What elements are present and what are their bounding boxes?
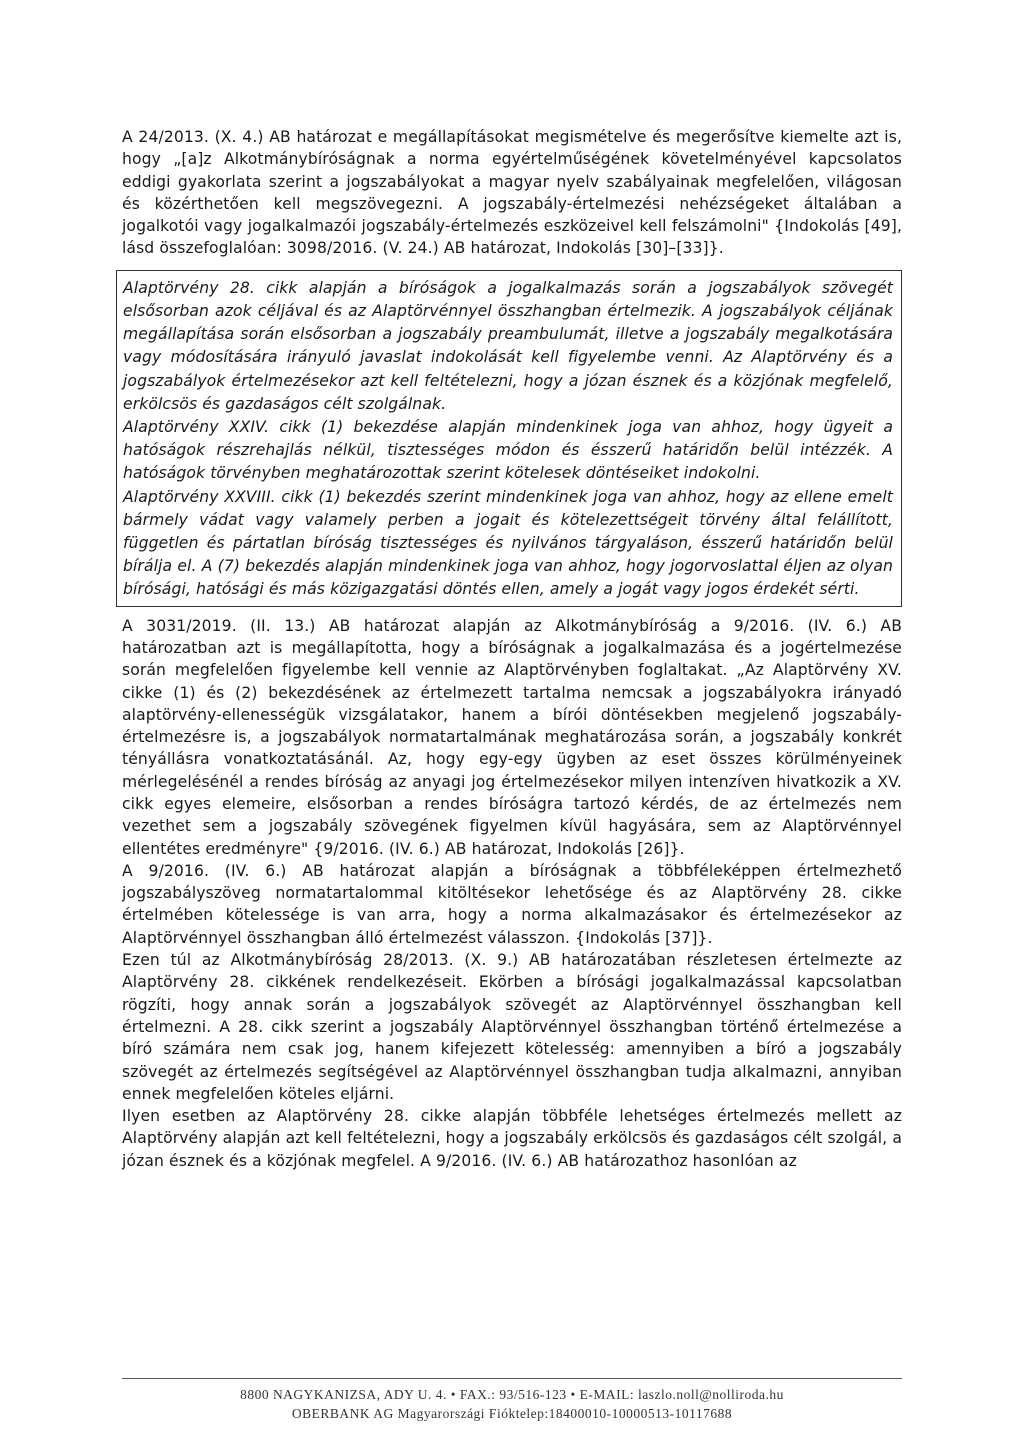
paragraph: A 24/2013. (X. 4.) AB határozat e megállapításokat megismételve és megerősítve kiemelte azt is, hogy „[a]z Alkotmánybíróságnak a norma egyértelműségének követelményével kapcsolatos eddigi gyakorlata szerint a jogszabályokat a magyar nyelv szabályainak megfelelően, világosan és közérthetően kell megszövegezni. A jogszabály-értelmezési nehézségeket általában a jogalkotói vagy jogalkalmazói jogszabály-értelmezés eszközeivel kell felszámolni" {Indokolás [49], lásd összefoglalóan: 3098/2016. (V. 24.) AB határozat, Indokolás [30]–[33]}.	[122, 128, 902, 258]
quote-paragraph: Alaptörvény XXVIII. cikk (1) bekezdés szerint mindenkinek joga van ahhoz, hogy az ellene emelt bármely vádat vagy valamely perben a jogait és kötelezettségeit törvény által felállított, független és pártatlan bíróság tisztességes és nyilvános tárgyaláson, ésszerű határidőn belül bírálja el. A (7) bekezdés alapján mindenkinek joga van ahhoz, hogy jogorvoslattal éljen az olyan bírósági, hatósági és más közigazgatási döntés ellen, amely a jogát vagy jogos érdekét sérti.	[123, 487, 893, 599]
paragraph: A 3031/2019. (II. 13.) AB határozat alapján az Alkotmánybíróság a 9/2016. (IV. 6.) AB határozatban azt is megállapította, hogy a bíróságnak a jogalkalmazása és a jogértelmezése során megfelelően figyelembe kell vennie az Alaptörvényben foglaltakat. „Az Alaptörvény XV. cikke (1) és (2) bekezdésének az értelmezett tartalma nemcsak a jogszabályokra irányadó alaptörvény-ellenességük vizsgálatakor, hanem a bírói döntésekben megjelenő jogszabály-értelmezésre is, a jogszabályok normatartalmának meghatározása során, a jogszabály konkrét tényállásra vonatkoztatásánál. Az, hogy egy-egy ügyben az eset összes körülményeinek mérlegelésénél a rendes bíróság az anyagi jog értelmezésekor milyen intenzíven hivatkozik a XV. cikk egyes elemeire, elsősorban a rendes bíróságra tartozó kérdés, de az értelmezés nem vezethet sem a jogszabály szövegének figyelmen kívül hagyására, sem az Alaptörvénnyel ellentétes eredményre" {9/2016. (IV. 6.) AB határozat, Indokolás [26]}.	[122, 616, 902, 858]
footer-address-line: 8800 NAGYKANIZSA, ADY U. 4. • FAX.: 93/516-123 • E-MAIL: laszlo.noll@nolliroda.hu	[240, 1387, 784, 1402]
document-body	[122, 126, 902, 1172]
footer-divider	[122, 1378, 902, 1379]
letterhead-footer	[122, 1385, 902, 1423]
footer-bank-line: OBERBANK AG Magyarországi Fióktelep:18400010-10000513-10117688	[291, 1406, 733, 1421]
quote-paragraph: Alaptörvény 28. cikk alapján a bíróságok a jogalkalmazás során a jogszabályok szövegét elsősorban azok céljával és az Alaptörvénnyel összhangban értelmezik. A jogszabályok céljának megállapítása során elsősorban a jogszabály preambulumát, illetve a jogszabály megalkotására vagy módosítására irányuló javaslat indokolását kell figyelembe venni. Az Alaptörvény és a jogszabályok értelmezésekor azt kell feltételezni, hogy a józan észnek és a közjónak megfelelő, erkölcsös és gazdaságos célt szolgálnak.	[123, 278, 893, 413]
quote-paragraph: Alaptörvény XXIV. cikk (1) bekezdése alapján mindenkinek joga van ahhoz, hogy ügyeit a hatóságok részrehajlás nélkül, tisztességes módon és ésszerű határidőn belül intézzék. A hatóságok törvényben meghatározottak szerint kötelesek döntéseiket indokolni.	[123, 418, 893, 483]
paragraph: Ilyen esetben az Alaptörvény 28. cikke alapján többféle lehetséges értelmezés mellett az Alaptörvény alapján azt kell feltételezni, hogy a jogszabály erkölcsös és gazdaságos célt szolgál, a józan észnek és a közjónak megfelel. A 9/2016. (IV. 6.) AB határozathoz hasonlóan az	[122, 1107, 902, 1170]
paragraph: A 9/2016. (IV. 6.) AB határozat alapján a bíróságnak a többféleképpen értelmezhető jogszabályszöveg normatartalommal kitöltésekor lehetősége és az Alaptörvény 28. cikke értelmében kötelessége is van arra, hogy a norma alkalmazásakor és értelmezésekor az Alaptörvénnyel összhangban álló értelmezést válasszon. {Indokolás [37]}.	[122, 861, 902, 947]
paragraph: Ezen túl az Alkotmánybíróság 28/2013. (X. 9.) AB határozatában részletesen értelmezte az Alaptörvény 28. cikkének rendelkezéseit. Ekörben a bírósági jogalkalmazással kapcsolatban rögzíti, hogy annak során a jogszabályok szövegét az Alaptörvénnyel összhangban kell értelmezni. A 28. cikk szerint a jogszabály Alaptörvénnyel összhangban történő értelmezése a bíró számára nem csak jog, hanem kifejezett kötelesség: amennyiben a bíró a jogszabály szövegét az értelmezés segítségével az Alaptörvénnyel összhangban tudja alkalmazni, annyiban ennek megfelelően köteles eljárni.	[122, 951, 902, 1103]
quoted-law-box	[116, 270, 902, 607]
